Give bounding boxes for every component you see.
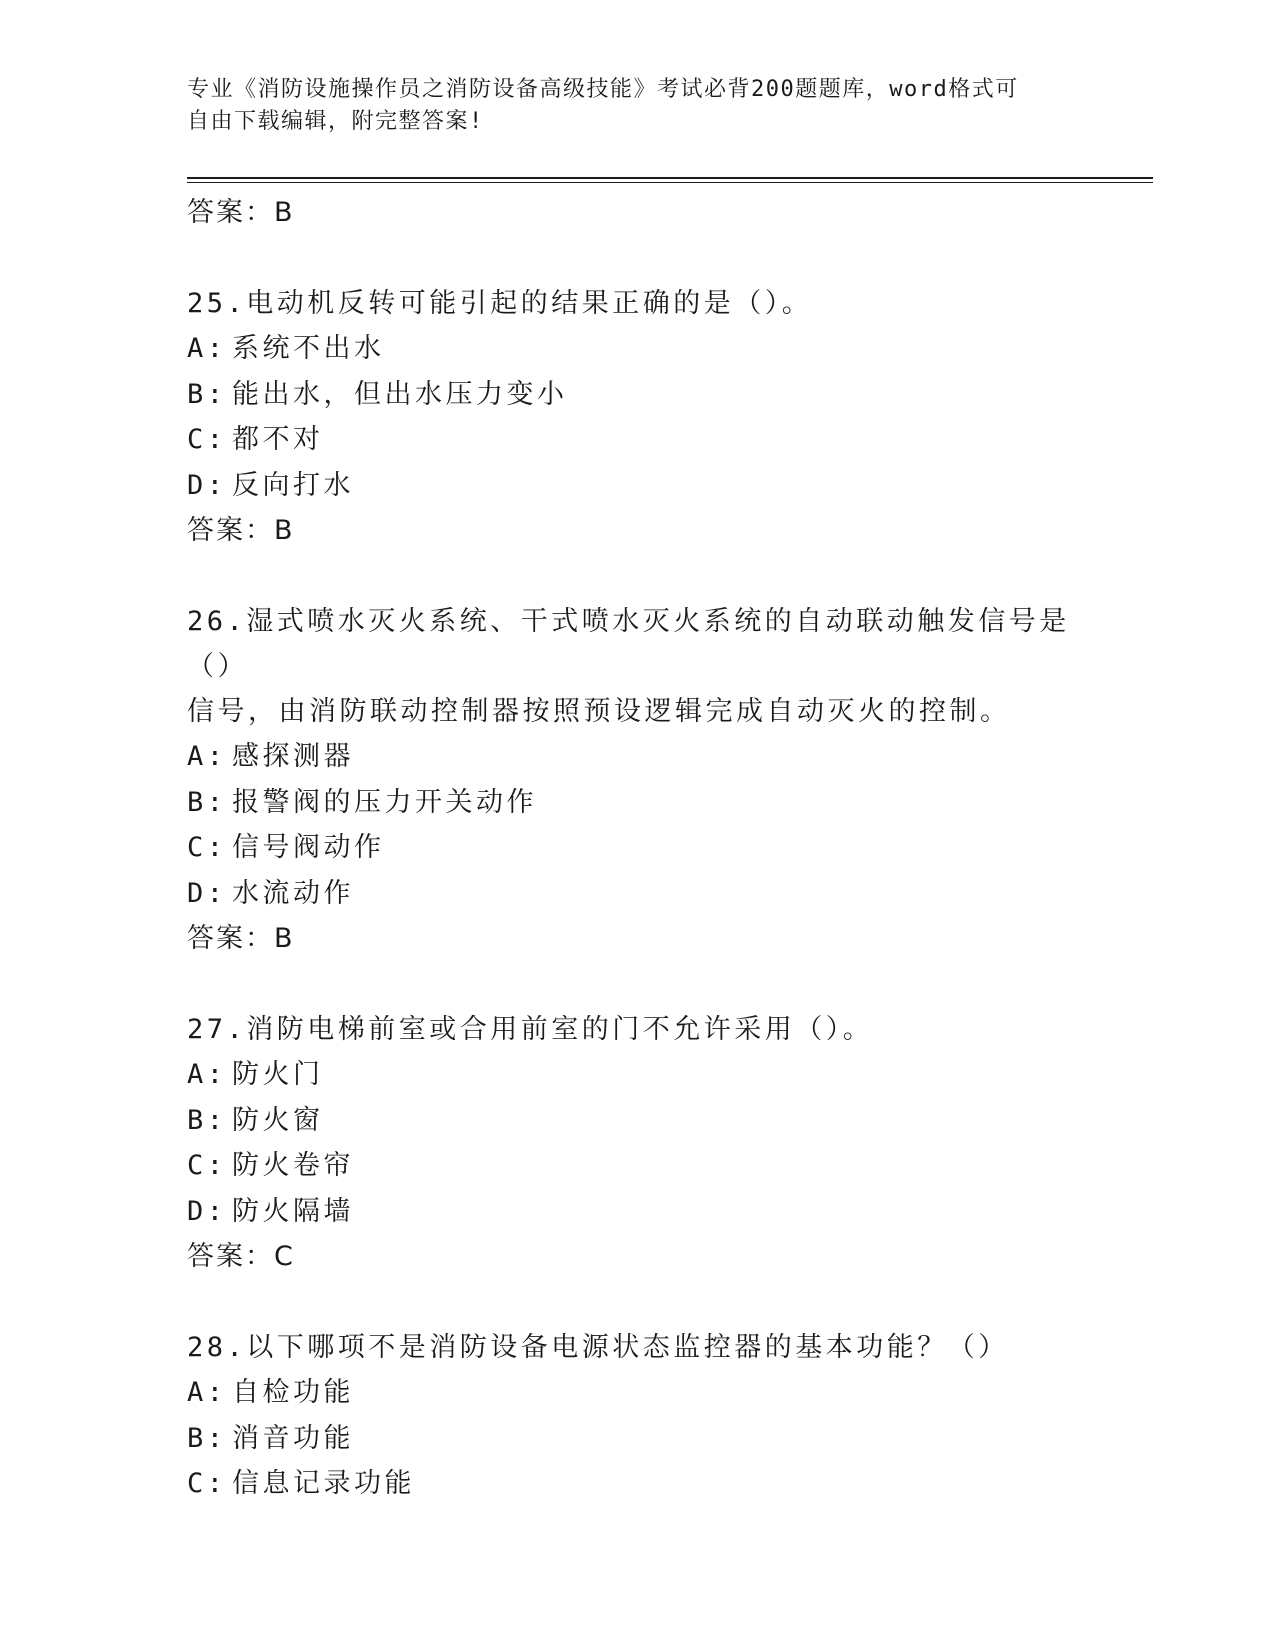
- option-text: 防火卷帘: [232, 1150, 354, 1181]
- question-block: [187, 281, 1087, 599]
- option-letter: A:: [187, 1377, 227, 1408]
- questions-container: [187, 281, 1087, 1507]
- previous-answer: 答案：B: [187, 197, 295, 228]
- option-row: [187, 825, 1087, 871]
- answer-line: 答案：C: [187, 1241, 295, 1272]
- option-row: [187, 1189, 1087, 1235]
- option-text: 反向打水: [232, 469, 354, 501]
- option-text: 感探测器: [232, 741, 354, 772]
- option-text: 能出水，但出水压力变小: [232, 378, 568, 410]
- option-text: 防火门: [232, 1059, 324, 1090]
- option-letter: C:: [187, 1468, 227, 1499]
- header-divider-thick: [187, 177, 1153, 179]
- answer-line: 答案：B: [187, 515, 295, 546]
- option-letter: B:: [187, 1422, 227, 1454]
- option-letter: C:: [187, 832, 227, 863]
- spacer: [187, 1280, 1087, 1325]
- question-stem: 25.电动机反转可能引起的结果正确的是（）。: [187, 288, 813, 319]
- option-letter: C:: [187, 1150, 227, 1181]
- option-text: 防火隔墙: [232, 1195, 354, 1227]
- option-text: 信号阀动作: [232, 832, 385, 863]
- option-row: [187, 1052, 1087, 1098]
- option-letter: A:: [187, 741, 227, 772]
- option-row: [187, 372, 1087, 418]
- option-row: [187, 871, 1087, 917]
- option-row: [187, 463, 1087, 509]
- option-text: 都不对: [232, 424, 324, 455]
- spacer: [187, 554, 1087, 599]
- option-letter: B:: [187, 378, 227, 410]
- spacer: [187, 962, 1087, 1007]
- option-row: [187, 780, 1087, 826]
- question-list: [187, 190, 1087, 1507]
- option-letter: A:: [187, 333, 227, 364]
- option-row: [187, 417, 1087, 463]
- option-letter: A:: [187, 1059, 227, 1090]
- option-letter: D:: [187, 877, 227, 909]
- option-row: [187, 1461, 1087, 1507]
- option-text: 信息记录功能: [232, 1468, 415, 1499]
- question-block: [187, 599, 1087, 1007]
- option-letter: D:: [187, 469, 227, 501]
- option-row: [187, 1143, 1087, 1189]
- document-header: [187, 74, 1087, 138]
- option-row: [187, 734, 1087, 780]
- option-text: 水流动作: [232, 877, 354, 909]
- option-text: 系统不出水: [232, 333, 385, 364]
- header-line-2: 自由下载编辑，附完整答案!: [187, 109, 484, 134]
- option-letter: C:: [187, 424, 227, 455]
- header-divider-thin: [187, 182, 1153, 183]
- question-block: [187, 1325, 1087, 1507]
- option-text: 防火窗: [232, 1104, 324, 1136]
- option-text: 自检功能: [232, 1377, 354, 1408]
- option-row: [187, 326, 1087, 372]
- question-stem: 27.消防电梯前室或合用前室的门不允许采用（）。: [187, 1014, 874, 1045]
- option-text: 消音功能: [232, 1422, 354, 1454]
- option-letter: B:: [187, 1104, 227, 1136]
- option-text: 报警阀的压力开关动作: [232, 786, 537, 818]
- option-letter: D:: [187, 1195, 227, 1227]
- question-stem: 信号，由消防联动控制器按照预设逻辑完成自动灭火的控制。: [187, 696, 1011, 727]
- option-letter: B:: [187, 786, 227, 818]
- header-line-1: 专业《消防设施操作员之消防设备高级技能》考试必背200题题库，word格式可: [187, 77, 1019, 102]
- question-stem: 26.湿式喷水灭火系统、干式喷水灭火系统的自动联动触发信号是（）: [187, 606, 1070, 682]
- question-stem: 28.以下哪项不是消防设备电源状态监控器的基本功能？（）: [187, 1332, 1009, 1363]
- option-row: [187, 1416, 1087, 1462]
- spacer: [187, 236, 1087, 281]
- answer-line: 答案：B: [187, 923, 295, 954]
- option-row: [187, 1098, 1087, 1144]
- option-row: [187, 1370, 1087, 1416]
- question-block: [187, 1007, 1087, 1325]
